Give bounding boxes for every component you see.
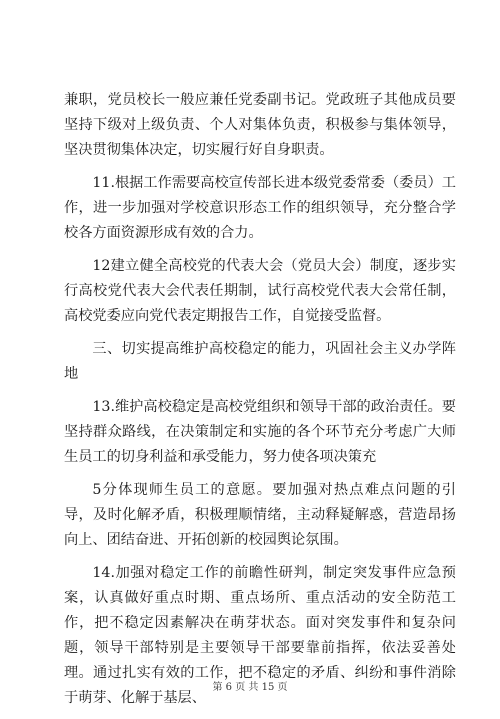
paragraph-3: 12建立健全高校党的代表大会（党员大会）制度，逐步实行高校党代表大会代表任期制，试行高校党代表大会常任制，高校党委应向党代表定期报告工作，自觉接受监督。: [64, 258, 456, 324]
document-body: [64, 88, 456, 719]
paragraph-1: 兼职，党员校长一般应兼任党委副书记。党政班子其他成员要坚持下级对上级负责、个人对集体负责，积极参与集体领导，坚决贯彻集体决定，切实履行好自身职责。: [64, 92, 456, 158]
section-heading: 三、切实提高维护高校稳定的能力，巩固社会主义办学阵地: [64, 341, 456, 382]
paragraph-4: 13.维护高校稳定是高校党组织和领导干部的政治责任。要坚持群众路线，在决策制定和实施的各个环节充分考虑广大师生员工的切身利益和承受能力，努力使各项决策充: [64, 399, 456, 465]
paragraph-6: 14.加强对稳定工作的前瞻性研判，制定突发事件应急预案，认真做好重点时期、重点场所、重点活动的安全防范工作，把不稳定因素解决在萌芽状态。面对突发事件和复杂问题，领导干部特别是主要领导干部要靠前指挥，依法妥善处理。通过扎实有效的工作，把不稳定的矛盾、纠纷和事件消除于萌芽、化解于基层、: [64, 565, 456, 706]
paragraph-2: 11.根据工作需要高校宣传部长进本级党委常委（委员）工作，进一步加强对学校意识形态工作的组织领导，充分整合学校各方面资源形成有效的合力。: [64, 175, 456, 241]
paragraph-5: 5分体现师生员工的意愿。要加强对热点难点问题的引导，及时化解矛盾，积极理顺情绪，主动释疑解惑，营造昂扬向上、团结奋进、开拓创新的校园舆论氛围。: [64, 482, 456, 548]
page-number-footer: 第 6 页 共 15 页: [212, 682, 288, 693]
